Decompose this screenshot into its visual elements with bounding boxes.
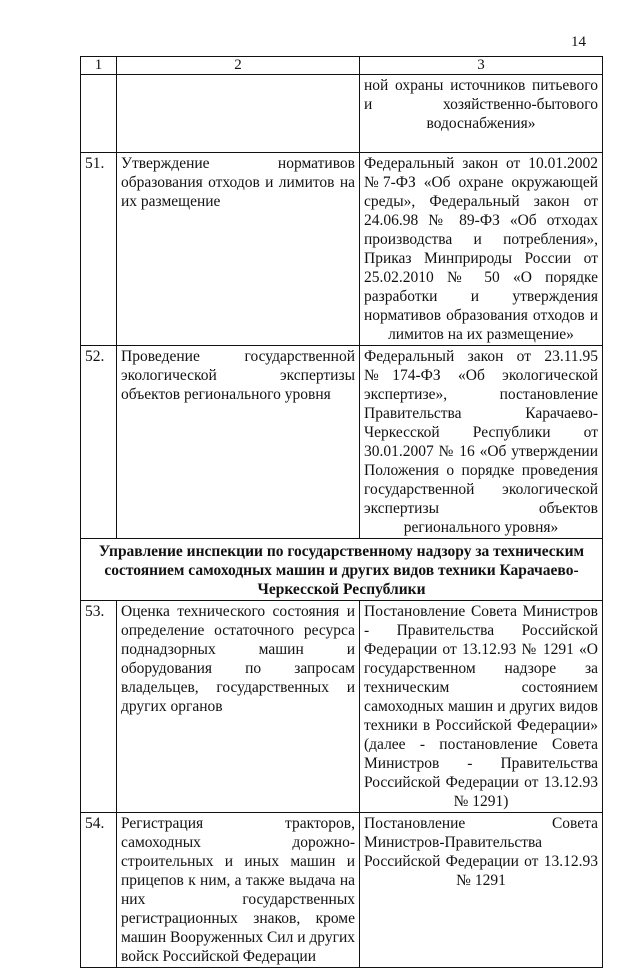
column-header-2: 2 [117,57,360,75]
column-header-1: 1 [81,57,117,75]
service-name: Утверждение нормативов образования отходов и лимитов на их размещение [117,153,360,346]
table-row [81,601,603,813]
continuation-row [81,75,603,153]
legal-basis: Федеральный закон от 23.11.95 №174-ФЗ «Об экологической экспертизе», постановление Правительства Карачаево-Черкесской Республики от 30.01.2007 № 16 «Об утверждении Положения о порядке проведения государственной экологической экспертизы объектов регионального уровня» [360,346,603,539]
services-table [80,56,603,968]
row-number: 53. [81,601,117,813]
row-number: 52. [81,346,117,539]
row-number: 51. [81,153,117,346]
column-header-3: 3 [360,57,603,75]
table-row [81,153,603,346]
section-header-row [81,539,603,601]
legal-basis: Федеральный закон от 10.01.2002 №7-ФЗ «Об охране окружающей среды», Федеральный закон от 24.06.98 № 89-ФЗ «Об отходах производства и потребления», Приказ Минприроды России от 25.02.2010 № 50 «О порядке разработки и утверждения нормативов образования отходов и лимитов на их размещение» [360,153,603,346]
continuation-text: ной охраны источников питьевого и хозяйственно-бытового водоснабжения» [360,75,603,153]
page-number: 14 [571,34,586,50]
service-name: Оценка технического состояния и определение остаточного ресурса поднадзорных машин и оборудования по запросам владельцев, государственных и других органов [117,601,360,813]
row-number: 54. [81,813,117,968]
table-row [81,813,603,968]
service-name: Регистрация тракторов, самоходных дорожно-строительных и иных машин и прицепов к ним, а также выдача на них государственных регистрационных знаков, кроме машин Вооруженных Сил и других войск Российской Федерации [117,813,360,968]
legal-basis: Постановление Совета Министров - Правительства Российской Федерации от 13.12.93 № 1291 «О государственном надзоре за техническим состоянием самоходных машин и других видов техники в Российской Федерации» (далее - постановление Совета Министров - Правительства Российской Федерации от 13.12.93 № 1291) [360,601,603,813]
legal-basis: Постановление Совета Министров-Правительства Российской Федерации от 13.12.93 № 1291 [360,813,603,968]
section-title: Управление инспекции по государственному надзору за техническим состоянием самоходных машин и других видов техники Карачаево-Черкесской Республики [81,539,603,601]
table-header-row [81,57,603,75]
service-name: Проведение государственной экологической экспертизы объектов регионального уровня [117,346,360,539]
table-row [81,346,603,539]
